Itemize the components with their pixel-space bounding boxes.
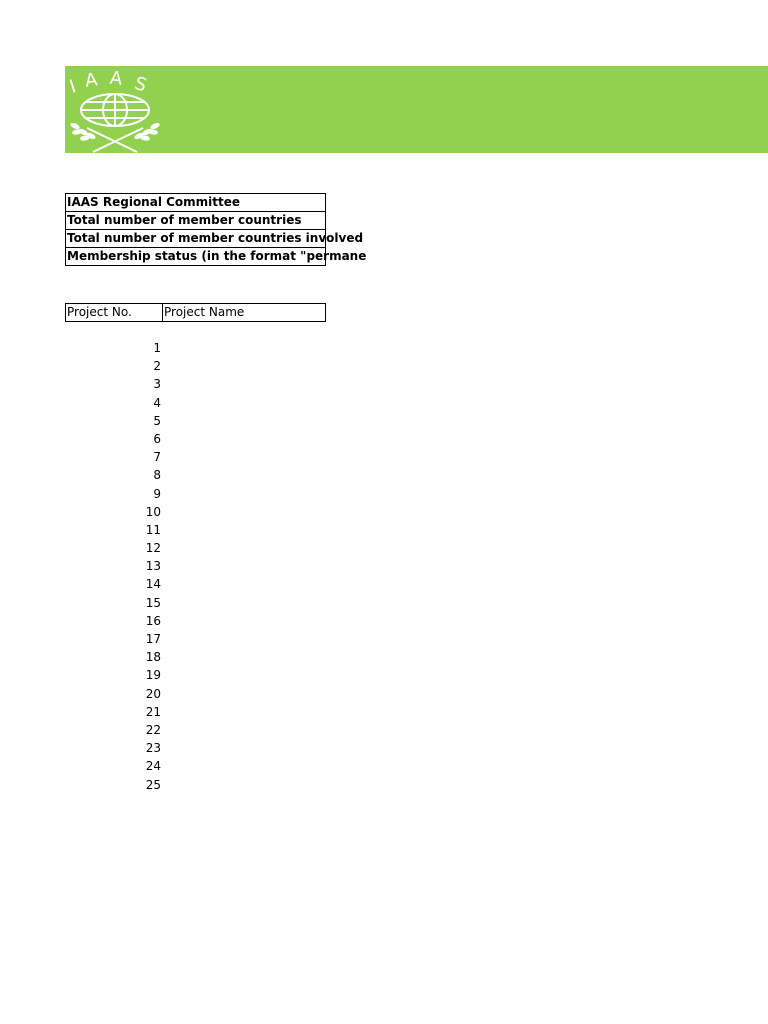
info-cell[interactable]: IAAS Regional Committee [66,194,326,212]
column-header-project-name[interactable]: Project Name [163,304,326,322]
project-number[interactable]: 20 [145,686,161,701]
committee-info-table [65,193,367,266]
project-number[interactable]: 17 [145,632,161,646]
iaas-logo [65,66,165,153]
info-cell[interactable]: Total number of member countries [66,212,326,230]
column-header-project-no[interactable]: Project No. [66,304,163,322]
project-table-header [65,303,326,322]
svg-text:S: S [131,72,150,97]
info-row [66,194,326,212]
project-number[interactable]: 2 [153,359,161,374]
project-number[interactable]: 13 [145,559,161,574]
project-number[interactable]: 22 [145,722,161,737]
project-number[interactable]: 23 [145,741,161,756]
project-number[interactable]: 18 [145,650,161,665]
project-number[interactable]: 10 [145,504,161,519]
project-number[interactable]: 8 [153,468,161,483]
project-number[interactable]: 25 [145,777,161,792]
project-number[interactable]: 12 [145,541,161,556]
project-number[interactable]: 19 [145,668,161,683]
project-number[interactable]: 5 [153,413,161,428]
project-number[interactable]: 11 [145,522,161,537]
project-number[interactable]: 9 [153,486,161,501]
project-number[interactable]: 16 [145,613,161,628]
project-number[interactable]: 15 [145,595,161,610]
info-row [66,230,326,248]
project-number[interactable]: 6 [153,431,161,446]
info-row [66,248,326,266]
globe-with-wheat-icon [65,66,165,153]
info-row [66,212,326,230]
info-cell[interactable]: Total number of member countries involved [66,230,326,248]
project-number[interactable]: 4 [153,395,161,410]
project-number[interactable]: 24 [145,759,161,774]
info-cell[interactable]: Membership status (in the format "permane [66,248,326,266]
project-number[interactable]: 21 [145,704,161,719]
svg-text:A: A [108,67,124,90]
svg-text:I: I [67,76,79,98]
project-number[interactable]: 3 [153,377,161,392]
project-number[interactable]: 14 [145,577,161,592]
project-number[interactable]: 7 [153,450,161,465]
svg-text:A: A [83,69,99,92]
project-number-list [65,339,161,794]
header-row [66,304,326,322]
header-banner [65,66,768,153]
project-number[interactable]: 1 [153,341,161,355]
